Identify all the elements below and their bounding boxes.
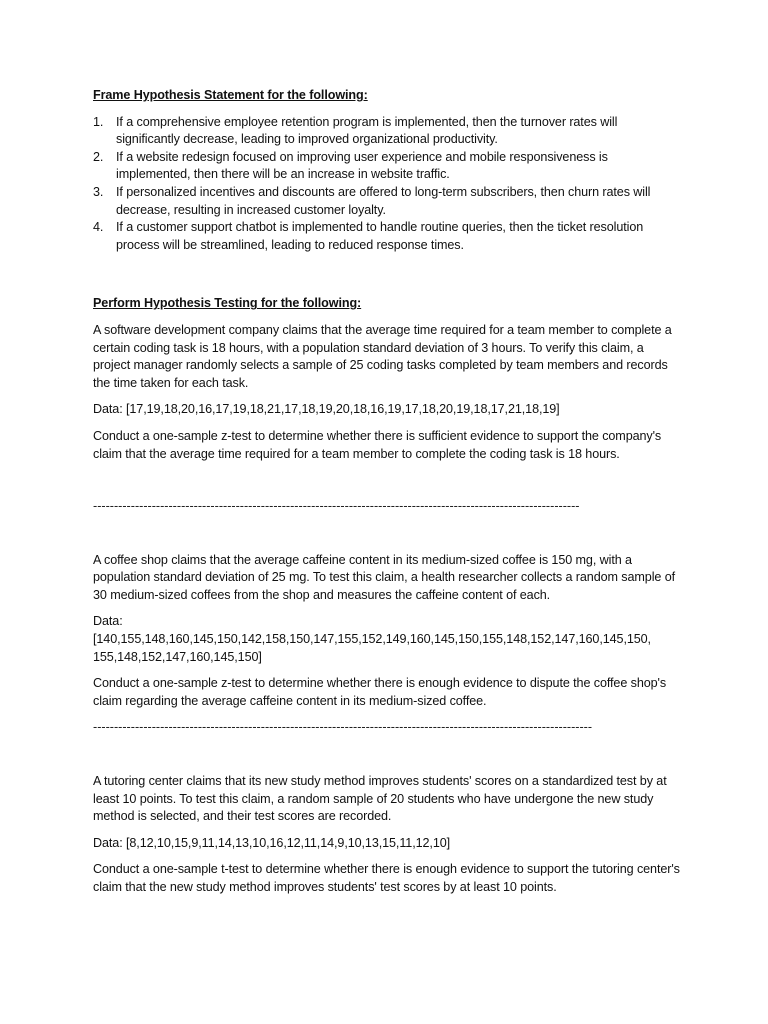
list-item-text: If a website redesign focused on improving user experience and mobile responsiveness is implemented, then there will be an increase in website traffic. — [116, 149, 608, 182]
problem1-task: Conduct a one-sample z-test to determine whether there is sufficient evidence to support the company's claim that the average time required for a team member to complete the coding task is 18 hours. — [93, 428, 662, 461]
list-item — [93, 184, 683, 219]
section-divider: -------------------------------------------------------------------------------------------------------------------- — [93, 499, 580, 514]
problem3-data: Data: [8,12,10,15,9,11,14,13,10,16,12,11,14,9,10,13,15,11,12,10] — [93, 835, 451, 850]
list-item-number: 4. — [93, 220, 104, 235]
list-item-number: 1. — [93, 114, 104, 129]
list-item-number: 2. — [93, 149, 104, 164]
document-page — [93, 84, 683, 897]
list-item — [93, 219, 683, 254]
spacer — [93, 710, 683, 719]
problem3-description: A tutoring center claims that its new study method improves students' scores on a standardized test by at least 10 points. To test this claim, a random sample of 20 students who have undergone the new study method is selected, and their test scores are recorded. — [93, 774, 667, 824]
list-item-text: If a customer support chatbot is implemented to handle routine queries, then the ticket resolution process will be streamlined, leading to reduced response times. — [116, 220, 644, 252]
spacer — [93, 254, 683, 292]
spacer — [93, 516, 683, 552]
list-item-number: 3. — [93, 184, 104, 199]
problem2-description: A coffee shop claims that the average caffeine content in its medium-sized coffee is 150 mg, with a population standard deviation of 25 mg. To test this claim, a health researcher collects a random sample of 30 medium-sized coffees from the shop and measures the caffeine content of each. — [93, 552, 675, 602]
problem2-task: Conduct a one-sample z-test to determine whether there is enough evidence to dispute the coffee shop's claim regarding the average caffeine content in its medium-sized coffee. — [93, 676, 667, 708]
problem2-data-label: Data: — [93, 614, 123, 629]
problem3-task: Conduct a one-sample t-test to determine whether there is enough evidence to support the tutoring center's claim that the new study method improves students' test scores by at least 10 points. — [93, 862, 680, 894]
spacer — [93, 737, 683, 773]
spacer — [93, 463, 683, 498]
list-item-text: If a comprehensive employee retention program is implemented, then the turnover rates will significantly decrease, leading to improved organizational productivity. — [116, 114, 618, 147]
problem2-data-line: 155,148,152,147,160,145,150] — [93, 649, 262, 664]
hypothesis-list — [93, 114, 683, 255]
list-item — [93, 149, 683, 184]
list-item-text: If personalized incentives and discounts are offered to long-term subscribers, then churn rates will decrease, resulting in increased customer loyalty. — [116, 184, 651, 217]
list-item — [93, 114, 683, 149]
hypothesis-testing-heading: Perform Hypothesis Testing for the following: — [93, 296, 362, 311]
problem1-description: A software development company claims that the average time required for a team member to complete a certain coding task is 18 hours, with a population standard deviation of 3 hours. To verify this claim, a project manager randomly selects a sample of 25 coding tasks completed by team members and records the time taken for each task. — [93, 322, 672, 390]
section-divider: ----------------------------------------------------------------------------------------------------------------------- — [93, 720, 593, 735]
problem1-data: Data: [17,19,18,20,16,17,19,18,21,17,18,19,20,18,16,19,17,18,20,19,18,17,21,18,19] — [93, 402, 560, 417]
problem2-data-line: [140,155,148,160,145,150,142,158,150,147,155,152,149,160,145,150,155,148,152,147,160,145,150, — [93, 632, 651, 647]
hypothesis-statement-heading: Frame Hypothesis Statement for the following: — [93, 88, 368, 102]
